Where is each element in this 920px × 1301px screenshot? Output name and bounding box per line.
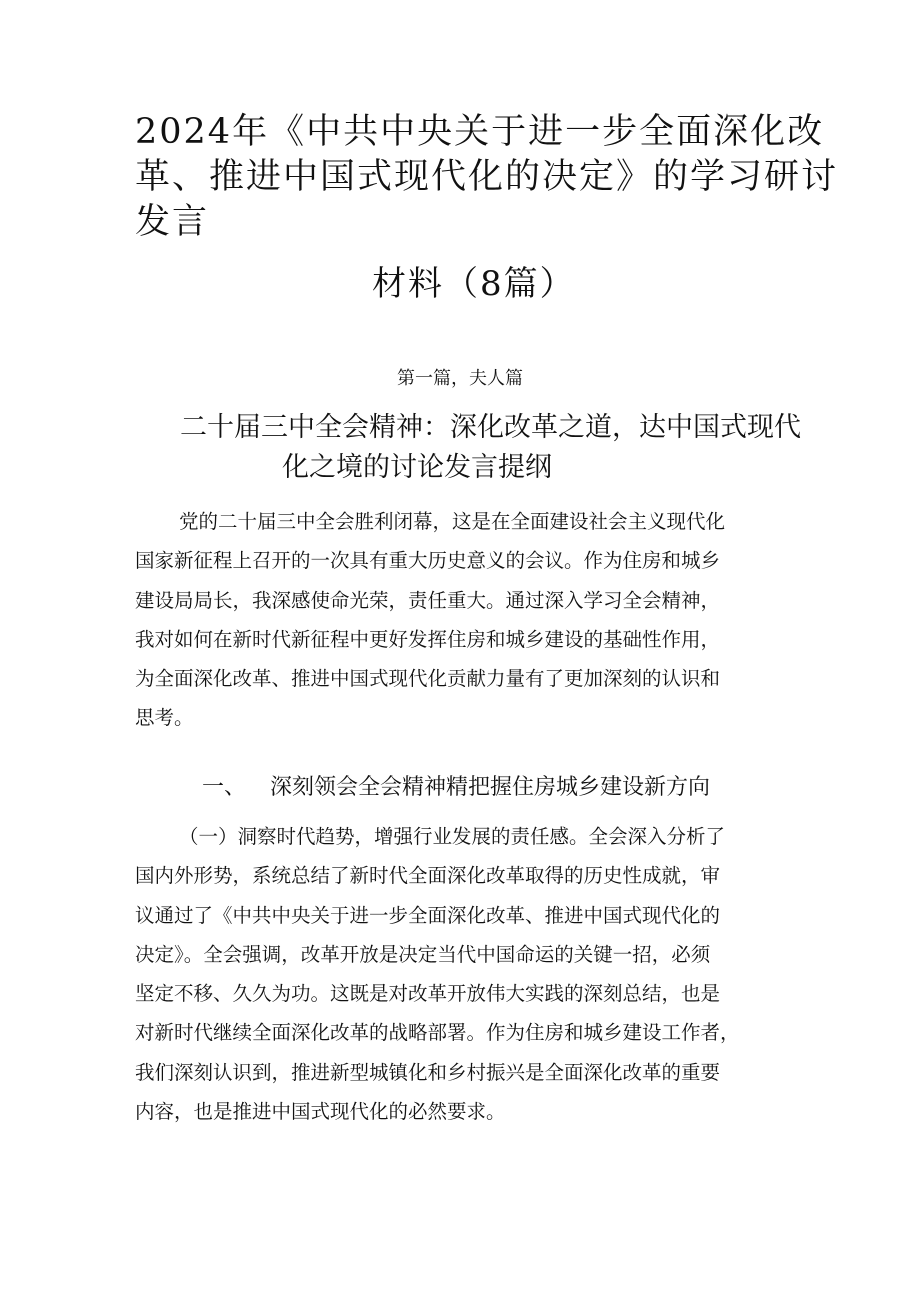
subtitle-line: 二十届三中全会精神：深化改革之道，达中国式现代 [180, 412, 801, 443]
paragraph-line: 党的二十届三中全会胜利闭幕，这是在全面建设社会主义现代化 [179, 510, 726, 533]
title-end: 材料（8篇） [372, 264, 576, 304]
section-heading-1 [202, 771, 710, 805]
paragraph-line: （一）洞察时代趋势，增强行业发展的责任感。全会深入分析了 [179, 825, 726, 848]
document-title [135, 110, 839, 245]
paragraph-line: 我们深刻认识到，推进新型城镇化和乡村振兴是全面深化改革的重要 [135, 1060, 721, 1084]
subtitle [180, 408, 820, 488]
subtitle-line: 化之境的讨论发言提纲 [282, 452, 552, 483]
paragraph-line: 思考。 [135, 706, 194, 730]
title-line: 2024年《中共中央关于进一步全面深化改 [135, 112, 825, 152]
title-line: 革、推进中国式现代化的决定》的学习研讨 [135, 157, 839, 197]
paragraph-line: 对新时代继续全面深化改革的战略部署。作为住房和城乡建设工作者， [135, 1021, 740, 1045]
heading-number: 一、 [202, 775, 247, 800]
paragraph-line: 我对如何在新时代新征程中更好发挥住房和城乡建设的基础性作用， [135, 627, 721, 651]
section-label: 第一篇，夫人篇 [397, 368, 523, 389]
title-line: 发言 [135, 202, 210, 242]
paragraph-line: 坚定不移、久久为功。这既是对改革开放伟大实践的深刻总结，也是 [135, 982, 721, 1006]
paragraph-intro [135, 502, 795, 738]
heading-text: 深刻领会全会精神精把握住房城乡建设新方向 [270, 775, 711, 800]
paragraph-1-1 [135, 817, 795, 1131]
paragraph-line: 国家新征程上召开的一次具有重大历史意义的会议。作为住房和城乡 [135, 549, 721, 573]
paragraph-line: 议通过了《中共中央关于进一步全面深化改革、推进中国式现代化的 [135, 903, 721, 927]
paragraph-line: 为全面深化改革、推进中国式现代化贡献力量有了更加深刻的认识和 [135, 667, 721, 691]
paragraph-line: 国内外形势，系统总结了新时代全面深化改革取得的历史性成就，审 [135, 864, 721, 888]
paragraph-line: 决定》。全会强调，改革开放是决定当代中国命运的关键一招，必须 [135, 942, 711, 966]
paragraph-line: 建设局局长，我深感使命光荣，责任重大。通过深入学习全会精神， [135, 588, 721, 612]
paragraph-line: 内容，也是推进中国式现代化的必然要求。 [135, 1100, 506, 1124]
